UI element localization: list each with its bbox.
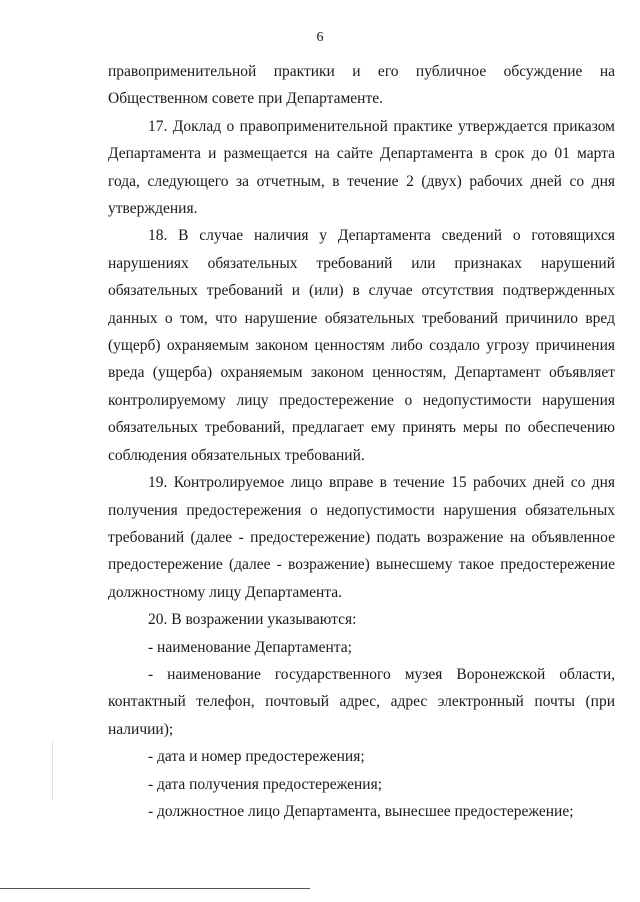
paragraph-19: 19. Контролируемое лицо вправе в течение 15 рабочих дней со дня получения предостережения о недопустимости нарушения обязательных требований (далее - предостережение) подать возражение на объявленное предостережение (далее - возражение) вынесшему такое предостережение должностному лицу Департамента. — [108, 474, 615, 601]
list-item-warning-receipt-date: - дата получения предостережения; — [148, 775, 383, 793]
page-number: 6 — [316, 30, 324, 45]
paragraph-20: 20. В возражении указываются: — [148, 611, 357, 629]
paragraph-17: 17. Доклад о правоприменительной практике утверждается приказом Департамента и размещается на сайте Департамента в срок до 01 марта года, следующего за отчетным, в течение 2 (двух) рабочих дней со дня утверждения. — [108, 117, 615, 218]
list-item-warning-date-number: - дата и номер предостережения; — [148, 748, 365, 766]
paragraph-18: 18. В случае наличия у Департамента сведений о готовящихся нарушениях обязательных требований или признаках нарушений обязательных требований и (или) в случае отсутствия подтвержденных данных о том, что нарушение обязательных требований причинило вред (ущерб) охраняемым законом ценностям либо создало угрозу причинения вреда (ущерба) охраняемым законом ценностям, Департамент объявляет контролируемому лицу предостережение о недопустимости нарушения обязательных требований, предлагает ему принять меры по обеспечению соблюдения обязательных требований. — [108, 227, 615, 464]
paragraph-continuation: правоприменительной практики и его публичное обсуждение на Общественном совете при Департаменте. — [108, 63, 615, 108]
list-item-museum-details: - наименование государственного музея Воронежской области, контактный телефон, почтовый адрес, адрес электронный почты (при наличии); — [108, 665, 615, 738]
document-body — [108, 58, 615, 825]
list-item-issuing-official: - должностное лицо Департамента, вынесшее предостережение; — [148, 802, 574, 820]
scan-artifact-line — [52, 740, 53, 800]
list-item-department-name: - наименование Департамента; — [148, 638, 352, 656]
bottom-rule — [0, 888, 310, 889]
